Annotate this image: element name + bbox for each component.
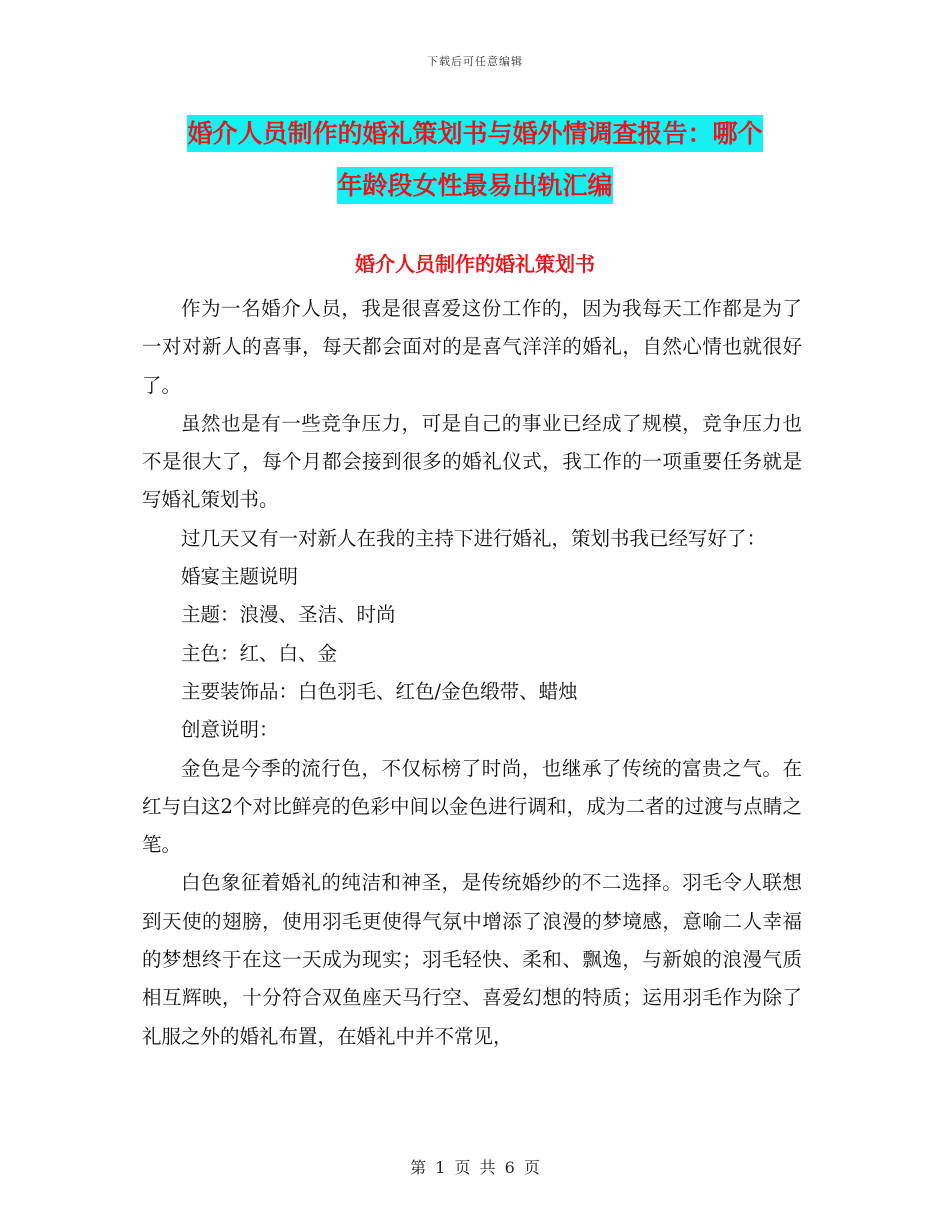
document-title-line-1: 婚介人员制作的婚礼策划书与婚外情调查报告：哪个 [187, 115, 762, 152]
paragraph: 作为一名婚介人员，我是很喜爱这份工作的，因为我每天工作都是为了一对对新人的喜事，每天都会面对的是喜气洋洋的婚礼，自然心情也就很好了。 [142, 297, 802, 397]
paragraph: 白色象征着婚礼的纯洁和神圣，是传统婚纱的不二选择。羽毛令人联想到天使的翅膀，使用羽毛更使得气氛中增添了浪漫的梦境感，意喻二人幸福的梦想终于在这一天成为现实；羽毛轻快、柔和、飘逸，与新娘的浪漫气质相互辉映，十分符合双鱼座天马行空、喜爱幻想的特质；运用羽毛作为除了礼服之外的婚礼布置，在婚礼中并不常见， [142, 871, 802, 1048]
page-number: 第 1 页 共 6 页 [410, 1158, 540, 1177]
paragraph: 金色是今季的流行色，不仅标榜了时尚，也继承了传统的富贵之气。在红与白这2个对比鲜亮的色彩中间以金色进行调和，成为二者的过渡与点睛之笔。 [142, 756, 802, 857]
document-body [142, 290, 802, 1056]
document-title [140, 108, 810, 212]
paragraph: 主题：浪漫、圣洁、时尚 [181, 603, 396, 627]
section-title: 婚介人员制作的婚礼策划书 [355, 252, 595, 276]
paragraph: 创意说明： [181, 718, 279, 742]
document-title-line-2: 年龄段女性最易出轨汇编 [337, 167, 612, 204]
paragraph: 主色：红、白、金 [181, 641, 338, 665]
paragraph: 主要装饰品：白色羽毛、红色/金色缎带、蜡烛 [181, 679, 578, 703]
page-header-note: 下载后可任意编辑 [427, 55, 523, 68]
paragraph: 过几天又有一对新人在我的主持下进行婚礼，策划书我已经写好了： [181, 526, 767, 550]
paragraph: 虽然也是有一些竞争压力，可是自己的事业已经成了规模，竞争压力也不是很大了，每个月都会接到很多的婚礼仪式，我工作的一项重要任务就是写婚礼策划书。 [142, 411, 802, 512]
paragraph: 婚宴主题说明 [181, 565, 299, 589]
